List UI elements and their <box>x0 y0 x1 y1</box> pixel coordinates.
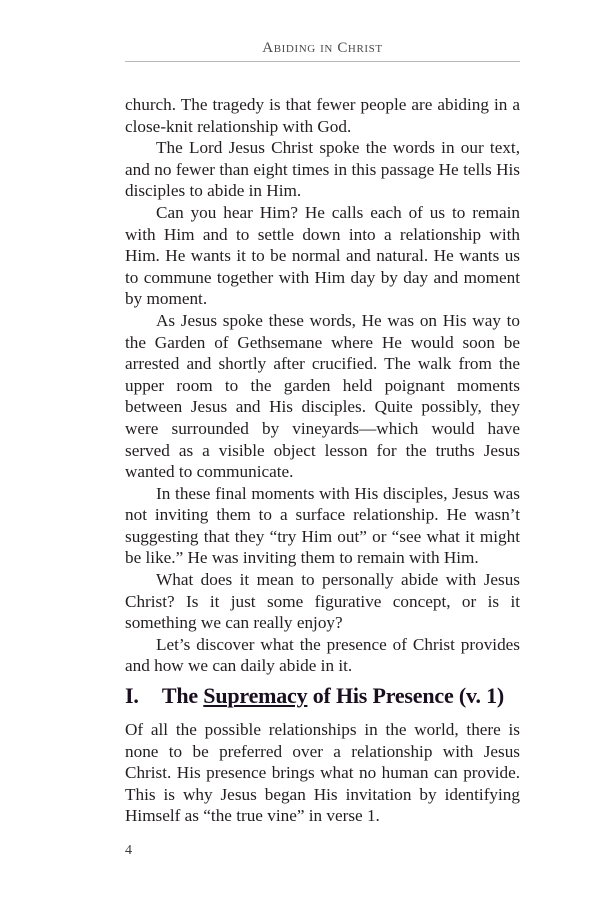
page-number: 4 <box>125 843 132 858</box>
paragraph: As Jesus spoke these words, He was on His way to the Garden of Gethsemane where He would soon be arrested and shortly after crucified. The walk from the upper room to the garden held poignant moments between Jesus and His disciples. Quite possibly, they were surrounded by vineyards—which would have served as a visible object lesson for the truths Jesus wanted to communicate. <box>125 310 520 482</box>
paragraph: The Lord Jesus Christ spoke the words in our text, and no fewer than eight times in this passage He tells His disciples to abide in Him. <box>125 138 520 201</box>
section-title-before: The <box>161 683 198 708</box>
paragraph: Let’s discover what the presence of Christ provides and how we can daily abide in it. <box>125 634 520 676</box>
paragraph: Can you hear Him? He calls each of us to remain with Him and to settle down into a relationship with Him. He wants it to be normal and natural. He wants us to commune together with Him day by day and moment by moment. <box>125 202 520 309</box>
section-title-emphasis: Supremacy <box>203 683 308 708</box>
header-rule <box>125 61 520 62</box>
section-text <box>125 719 520 827</box>
running-head-title: Abiding in Christ <box>262 40 383 56</box>
paragraph: What does it mean to personally abide with Jesus Christ? Is it just some figurative concept, or is it something we can really enjoy? <box>125 570 520 633</box>
section-number: I. <box>125 683 139 708</box>
section-title-after: of His Presence (v. 1) <box>312 683 505 708</box>
paragraph: church. The tragedy is that fewer people are abiding in a close-knit relationship with God. <box>125 95 520 136</box>
section-paragraph: Of all the possible relationships in the world, there is none to be preferred over a relationship with Jesus Christ. His presence brings what no human can provide. This is why Jesus began His invitation by identifying Himself as “the true vine” in verse 1. <box>125 720 520 826</box>
paragraph: In these final moments with His disciples, Jesus was not inviting them to a surface relationship. He wasn’t suggesting that they “try Him out” or “see what it might be like.” He was inviting them to remain with Him. <box>125 483 520 568</box>
section-heading <box>125 683 525 709</box>
body-text <box>125 94 520 677</box>
